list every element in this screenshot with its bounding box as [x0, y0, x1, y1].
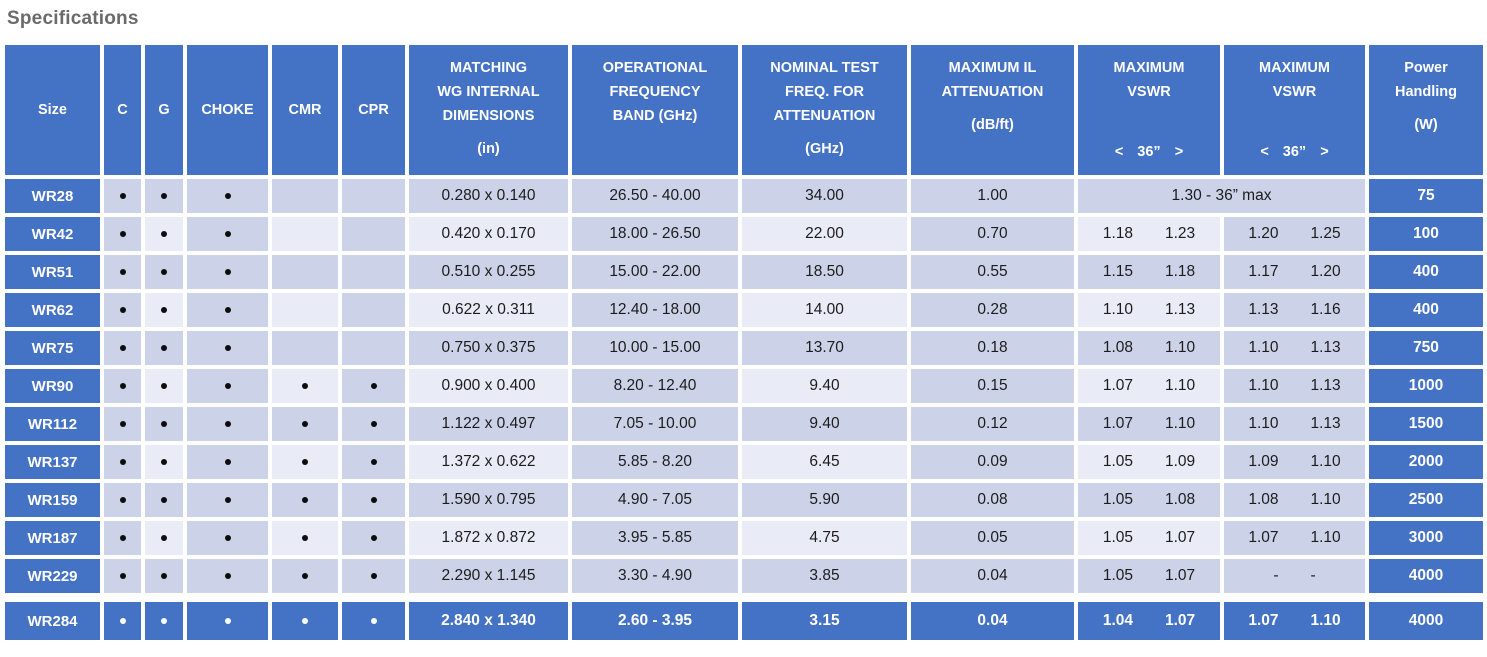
header-unit: (GHz)	[805, 141, 844, 157]
bullet-dot	[161, 383, 167, 389]
vswr-value: 1.18	[1102, 225, 1133, 242]
cell-choke	[187, 217, 268, 251]
vswr-value: 1.10	[1248, 415, 1279, 432]
row-label-wr62: WR62	[5, 293, 100, 327]
cell-test: 9.40	[742, 407, 907, 441]
cell-il: 0.70	[911, 217, 1074, 251]
bullet-dot	[161, 345, 167, 351]
cell-g	[145, 559, 183, 593]
cell-power: 400	[1369, 255, 1483, 289]
cell-dims: 2.840 x 1.340	[409, 602, 568, 640]
specifications-table	[5, 45, 1483, 593]
cell-cmr	[272, 445, 338, 479]
cell-freq: 3.30 - 4.90	[572, 559, 738, 593]
vswr-value: 1.13	[1310, 377, 1341, 394]
cell-vswr1	[1078, 217, 1220, 251]
vswr-value: 1.13	[1248, 301, 1279, 318]
cell-vswr2	[1224, 217, 1365, 251]
cell-g	[145, 293, 183, 327]
bullet-dot	[225, 497, 231, 503]
vswr-value: 1.05	[1102, 453, 1133, 470]
cell-dims: 1.122 x 0.497	[409, 407, 568, 441]
cell-cpr	[342, 445, 405, 479]
header-vswr2	[1224, 45, 1365, 175]
cell-test: 5.90	[742, 483, 907, 517]
cell-cmr	[272, 407, 338, 441]
cell-g	[145, 179, 183, 213]
bullet-dot	[161, 618, 167, 624]
vswr-value: 1.07	[1165, 567, 1196, 584]
row-label-wr51: WR51	[5, 255, 100, 289]
cell-power: 75	[1369, 179, 1483, 213]
cell-cmr	[272, 331, 338, 365]
header-line: Power	[1404, 60, 1448, 76]
cell-il: 0.55	[911, 255, 1074, 289]
vswr-value: 1.08	[1248, 491, 1279, 508]
bullet-dot	[371, 421, 377, 427]
bullet-dot	[161, 573, 167, 579]
cell-vswr1	[1078, 483, 1220, 517]
cell-choke	[187, 559, 268, 593]
vswr-value: 1.16	[1310, 301, 1341, 318]
cell-dims: 2.290 x 1.145	[409, 559, 568, 593]
cell-cpr	[342, 559, 405, 593]
cell-power: 100	[1369, 217, 1483, 251]
cell-vswr2	[1224, 559, 1365, 593]
row-label-wr159: WR159	[5, 483, 100, 517]
cell-vswr2	[1224, 407, 1365, 441]
cell-vswr1	[1078, 521, 1220, 555]
cell-vswr2	[1224, 369, 1365, 403]
bullet-dot	[161, 231, 167, 237]
vswr-value: -	[1273, 567, 1279, 584]
cell-vswr1	[1078, 407, 1220, 441]
cell-g	[145, 331, 183, 365]
cell-cpr	[342, 217, 405, 251]
cell-test: 34.00	[742, 179, 907, 213]
cell-vswr1	[1078, 293, 1220, 327]
cell-cmr	[272, 179, 338, 213]
cell-c	[104, 559, 141, 593]
vswr-value: 1.05	[1102, 491, 1133, 508]
vswr-value: 1.13	[1310, 415, 1341, 432]
header-sublabel: < 36” >	[1114, 144, 1184, 160]
header-c: C	[104, 45, 141, 175]
cell-il: 1.00	[911, 179, 1074, 213]
vswr-value: 1.07	[1248, 612, 1279, 629]
bullet-dot	[120, 345, 126, 351]
vswr-value: 1.10	[1310, 612, 1341, 629]
vswr-value: 1.18	[1165, 263, 1196, 280]
vswr-value: 1.13	[1310, 339, 1341, 356]
header-unit: (in)	[477, 141, 500, 157]
cell-vswr2	[1224, 293, 1365, 327]
header-line: BAND (GHz)	[612, 108, 698, 124]
bullet-dot	[302, 421, 308, 427]
cell-il: 0.18	[911, 331, 1074, 365]
bullet-dot	[225, 459, 231, 465]
bullet-dot	[120, 307, 126, 313]
row-label-wr284: WR284	[5, 602, 100, 640]
header-unit: (W)	[1414, 117, 1438, 133]
cell-cmr	[272, 217, 338, 251]
page-title: Specifications	[7, 8, 139, 29]
cell-cpr	[342, 483, 405, 517]
row-label-wr112: WR112	[5, 407, 100, 441]
header-choke: CHOKE	[187, 45, 268, 175]
cell-dims: 1.590 x 0.795	[409, 483, 568, 517]
bullet-dot	[225, 231, 231, 237]
header-il	[911, 45, 1074, 175]
cell-test: 22.00	[742, 217, 907, 251]
cell-choke	[187, 293, 268, 327]
header-freq	[572, 45, 738, 175]
cell-c	[104, 293, 141, 327]
cell-test: 13.70	[742, 331, 907, 365]
cell-cpr	[342, 369, 405, 403]
cell-power: 1000	[1369, 369, 1483, 403]
cell-freq: 26.50 - 40.00	[572, 179, 738, 213]
row-label-wr90: WR90	[5, 369, 100, 403]
vswr-value: 1.07	[1165, 529, 1196, 546]
cell-c	[104, 602, 141, 640]
vswr-value: 1.05	[1102, 529, 1133, 546]
vswr-value: 1.10	[1165, 339, 1196, 356]
cell-power: 2500	[1369, 483, 1483, 517]
header-line: WG INTERNAL	[437, 84, 540, 100]
cell-test: 14.00	[742, 293, 907, 327]
row-label-wr137: WR137	[5, 445, 100, 479]
cell-vswr1	[1078, 445, 1220, 479]
cell-freq: 4.90 - 7.05	[572, 483, 738, 517]
header-line: FREQUENCY	[609, 84, 701, 100]
cell-dims: 0.622 x 0.311	[409, 293, 568, 327]
cell-cpr	[342, 179, 405, 213]
cell-cpr	[342, 255, 405, 289]
cell-test: 3.85	[742, 559, 907, 593]
cell-il: 0.05	[911, 521, 1074, 555]
header-line: OPERATIONAL	[602, 60, 708, 76]
cell-cmr	[272, 559, 338, 593]
bullet-dot	[161, 269, 167, 275]
header-line: Handling	[1394, 84, 1458, 100]
header-line: ATTENUATION	[941, 84, 1044, 100]
cell-c	[104, 521, 141, 555]
cell-choke	[187, 521, 268, 555]
vswr-value: 1.10	[1102, 301, 1133, 318]
cell-vswr2	[1224, 602, 1365, 640]
row-label-wr28: WR28	[5, 179, 100, 213]
header-power	[1369, 45, 1483, 175]
bullet-dot	[161, 459, 167, 465]
cell-cpr	[342, 521, 405, 555]
bullet-dot	[225, 307, 231, 313]
bullet-dot	[302, 618, 308, 624]
cell-choke	[187, 179, 268, 213]
header-test	[742, 45, 907, 175]
cell-g	[145, 255, 183, 289]
vswr-value: 1.07	[1102, 377, 1133, 394]
cell-c	[104, 179, 141, 213]
cell-cmr	[272, 255, 338, 289]
cell-test: 4.75	[742, 521, 907, 555]
cell-vswr2	[1224, 255, 1365, 289]
cell-freq: 2.60 - 3.95	[572, 602, 738, 640]
bullet-dot	[120, 383, 126, 389]
bullet-dot	[120, 535, 126, 541]
bullet-dot	[225, 535, 231, 541]
cell-c	[104, 483, 141, 517]
vswr-value: 1.09	[1248, 453, 1279, 470]
cell-vswr1	[1078, 369, 1220, 403]
bullet-dot	[225, 269, 231, 275]
cell-choke	[187, 483, 268, 517]
vswr-value: 1.23	[1165, 225, 1196, 242]
cell-cmr	[272, 293, 338, 327]
cell-choke	[187, 407, 268, 441]
row-label-wr42: WR42	[5, 217, 100, 251]
cell-il: 0.04	[911, 559, 1074, 593]
cell-freq: 10.00 - 15.00	[572, 331, 738, 365]
cell-cpr	[342, 293, 405, 327]
cell-c	[104, 407, 141, 441]
vswr-value: 1.10	[1165, 415, 1196, 432]
cell-freq: 7.05 - 10.00	[572, 407, 738, 441]
bullet-dot	[225, 573, 231, 579]
row-label-wr187: WR187	[5, 521, 100, 555]
bullet-dot	[120, 497, 126, 503]
cell-dims: 0.900 x 0.400	[409, 369, 568, 403]
header-cpr: CPR	[342, 45, 405, 175]
vswr-value: 1.07	[1165, 612, 1196, 629]
cell-cmr	[272, 369, 338, 403]
bullet-dot	[161, 497, 167, 503]
bullet-dot	[371, 573, 377, 579]
bullet-dot	[120, 421, 126, 427]
vswr-value: 1.07	[1102, 415, 1133, 432]
bullet-dot	[302, 497, 308, 503]
cell-cmr	[272, 483, 338, 517]
header-sublabel: < 36” >	[1260, 144, 1329, 160]
cell-vswr1	[1078, 559, 1220, 593]
cell-vswr1	[1078, 602, 1220, 640]
header-line: MAXIMUM IL	[948, 60, 1037, 76]
cell-freq: 5.85 - 8.20	[572, 445, 738, 479]
cell-dims: 0.750 x 0.375	[409, 331, 568, 365]
bullet-dot	[120, 193, 126, 199]
cell-freq: 3.95 - 5.85	[572, 521, 738, 555]
bullet-dot	[371, 383, 377, 389]
cell-g	[145, 602, 183, 640]
cell-dims: 1.372 x 0.622	[409, 445, 568, 479]
cell-choke	[187, 331, 268, 365]
cell-g	[145, 217, 183, 251]
cell-vswr2	[1224, 331, 1365, 365]
header-vswr1	[1078, 45, 1220, 175]
vswr-value: 1.20	[1248, 225, 1279, 242]
vswr-value: 1.07	[1248, 529, 1279, 546]
cell-c	[104, 445, 141, 479]
header-line: NOMINAL TEST	[770, 60, 879, 76]
cell-cmr	[272, 602, 338, 640]
vswr-value: 1.08	[1102, 339, 1133, 356]
bullet-dot	[120, 231, 126, 237]
cell-power: 2000	[1369, 445, 1483, 479]
vswr-value: 1.15	[1102, 263, 1133, 280]
bullet-dot	[371, 497, 377, 503]
cell-freq: 15.00 - 22.00	[572, 255, 738, 289]
header-line: MATCHING	[449, 60, 528, 76]
vswr-value: 1.13	[1165, 301, 1196, 318]
bullet-dot	[302, 535, 308, 541]
vswr-value: 1.05	[1102, 567, 1133, 584]
bullet-dot	[225, 193, 231, 199]
cell-freq: 18.00 - 26.50	[572, 217, 738, 251]
cell-c	[104, 369, 141, 403]
cell-vswr2	[1224, 445, 1365, 479]
vswr-value: 1.08	[1165, 491, 1196, 508]
cell-test: 18.50	[742, 255, 907, 289]
header-dims	[409, 45, 568, 175]
cell-il: 0.09	[911, 445, 1074, 479]
cell-dims: 0.280 x 0.140	[409, 179, 568, 213]
cell-choke	[187, 445, 268, 479]
cell-cpr	[342, 602, 405, 640]
bullet-dot	[302, 459, 308, 465]
bullet-dot	[120, 573, 126, 579]
cell-vswr1	[1078, 255, 1220, 289]
bullet-dot	[120, 618, 126, 624]
bullet-dot	[225, 421, 231, 427]
bullet-dot	[161, 193, 167, 199]
bullet-dot	[302, 573, 308, 579]
cell-vswr1	[1078, 331, 1220, 365]
bullet-dot	[302, 383, 308, 389]
vswr-value: -	[1310, 567, 1316, 584]
vswr-value: 1.09	[1165, 453, 1196, 470]
cell-cpr	[342, 407, 405, 441]
cell-power: 750	[1369, 331, 1483, 365]
cell-c	[104, 331, 141, 365]
cell-cmr	[272, 521, 338, 555]
header-line: ATTENUATION	[773, 108, 876, 124]
header-line: VSWR	[1127, 84, 1171, 100]
bullet-dot	[120, 459, 126, 465]
vswr-value: 1.25	[1310, 225, 1341, 242]
cell-g	[145, 445, 183, 479]
row-label-wr75: WR75	[5, 331, 100, 365]
header-size: Size	[5, 45, 100, 175]
vswr-value: 1.04	[1102, 612, 1133, 629]
cell-il: 0.28	[911, 293, 1074, 327]
bullet-dot	[371, 535, 377, 541]
cell-g	[145, 369, 183, 403]
header-line: MAXIMUM	[1259, 60, 1330, 76]
header-line: DIMENSIONS	[442, 108, 535, 124]
cell-vswr2	[1224, 521, 1365, 555]
header-cmr: CMR	[272, 45, 338, 175]
bullet-dot	[371, 459, 377, 465]
vswr-value: 1.20	[1310, 263, 1341, 280]
bullet-dot	[120, 269, 126, 275]
specifications-table-footer-row	[5, 602, 1483, 640]
vswr-value: 1.10	[1248, 377, 1279, 394]
cell-il: 0.12	[911, 407, 1074, 441]
cell-test: 9.40	[742, 369, 907, 403]
cell-power: 400	[1369, 293, 1483, 327]
cell-power: 1500	[1369, 407, 1483, 441]
vswr-value: 1.10	[1165, 377, 1196, 394]
cell-c	[104, 217, 141, 251]
bullet-dot	[225, 618, 231, 624]
header-line: FREQ. FOR	[785, 84, 864, 100]
cell-vswr2	[1224, 483, 1365, 517]
cell-dims: 0.510 x 0.255	[409, 255, 568, 289]
cell-dims: 1.872 x 0.872	[409, 521, 568, 555]
cell-g	[145, 521, 183, 555]
cell-power: 4000	[1369, 602, 1483, 640]
header-g: G	[145, 45, 183, 175]
bullet-dot	[161, 421, 167, 427]
bullet-dot	[225, 345, 231, 351]
cell-il: 0.04	[911, 602, 1074, 640]
bullet-dot	[161, 535, 167, 541]
vswr-value: 1.10	[1310, 529, 1341, 546]
bullet-dot	[161, 307, 167, 313]
vswr-value: 1.10	[1310, 453, 1341, 470]
cell-choke	[187, 255, 268, 289]
cell-power: 3000	[1369, 521, 1483, 555]
cell-il: 0.08	[911, 483, 1074, 517]
cell-choke	[187, 369, 268, 403]
vswr-value: 1.17	[1248, 263, 1279, 280]
header-line: VSWR	[1272, 84, 1317, 100]
bullet-dot	[225, 383, 231, 389]
row-label-wr229: WR229	[5, 559, 100, 593]
cell-dims: 0.420 x 0.170	[409, 217, 568, 251]
bullet-dot	[371, 618, 377, 624]
cell-il: 0.15	[911, 369, 1074, 403]
vswr-value: 1.10	[1310, 491, 1341, 508]
cell-freq: 12.40 - 18.00	[572, 293, 738, 327]
header-unit: (dB/ft)	[971, 117, 1014, 133]
cell-choke	[187, 602, 268, 640]
cell-c	[104, 255, 141, 289]
cell-freq: 8.20 - 12.40	[572, 369, 738, 403]
cell-test: 3.15	[742, 602, 907, 640]
cell-g	[145, 483, 183, 517]
cell-test: 6.45	[742, 445, 907, 479]
vswr-value: 1.10	[1248, 339, 1279, 356]
cell-g	[145, 407, 183, 441]
cell-cpr	[342, 331, 405, 365]
cell-vswr-merged: 1.30 - 36” max	[1078, 179, 1365, 213]
cell-power: 4000	[1369, 559, 1483, 593]
header-line: MAXIMUM	[1113, 60, 1185, 76]
